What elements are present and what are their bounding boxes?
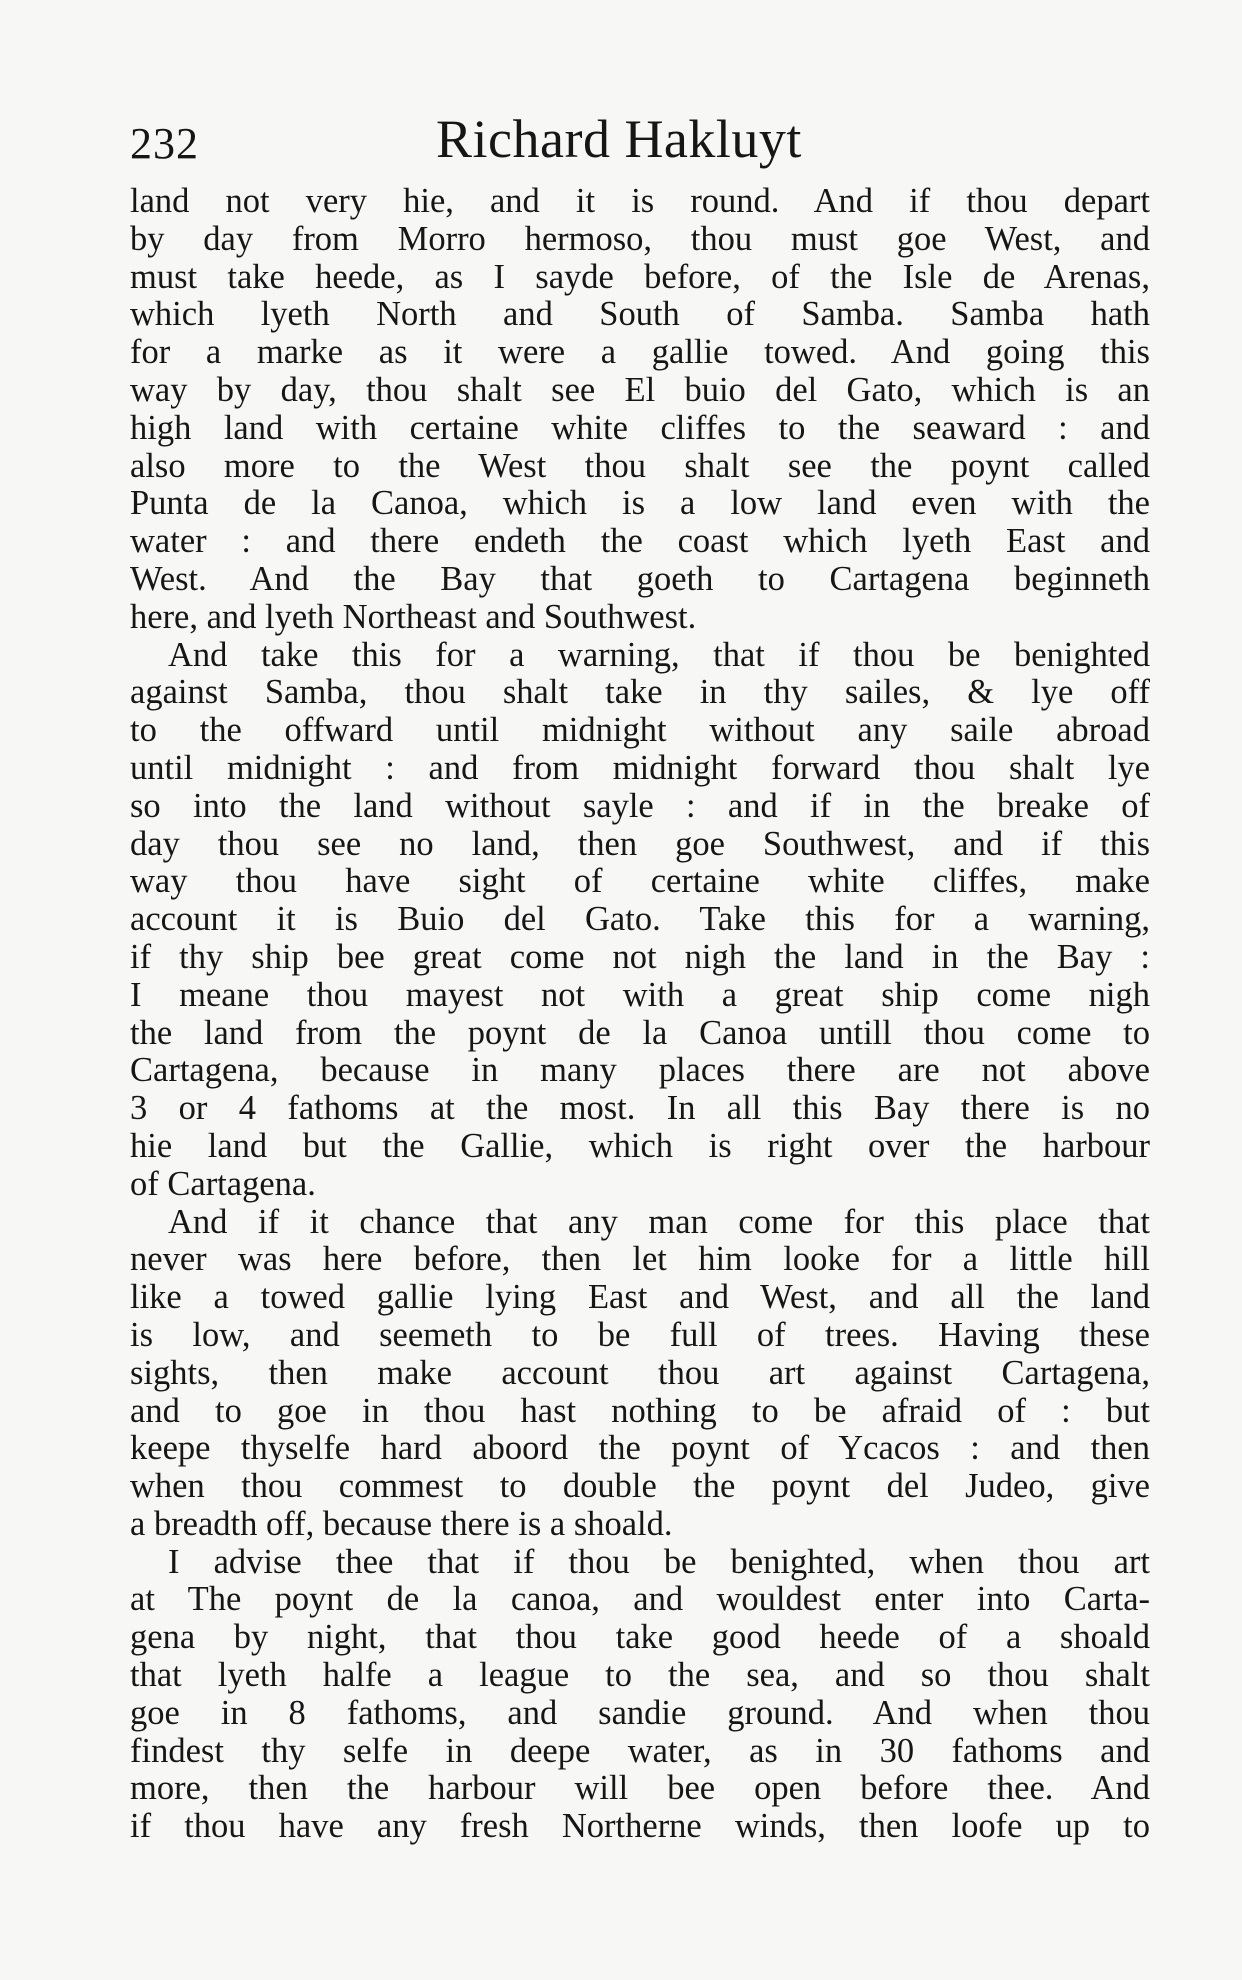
text-line: 3 or 4 fathoms at the most. In all this Bay there is no	[130, 1089, 1150, 1128]
text-line: findest thy selfe in deepe water, as in 30 fathoms and	[130, 1731, 1150, 1770]
text-line: if thy ship bee great come not nigh the land in the Bay :	[130, 937, 1150, 976]
text-line: is low, and seemeth to be full of trees. Having these	[130, 1315, 1150, 1354]
body-text	[130, 183, 1150, 1846]
text-line: account it is Buio del Gato. Take this for a warning,	[130, 900, 1150, 939]
text-line: must take heede, as I sayde before, of the Isle de Arenas,	[130, 257, 1150, 296]
text-line: goe in 8 fathoms, and sandie ground. And when thou	[130, 1693, 1150, 1732]
text-line: keepe thyselfe hard aboord the poynt of Ycacos : and then	[130, 1429, 1150, 1468]
text-line: never was here before, then let him looke for a little hill	[130, 1240, 1150, 1279]
text-line: way by day, thou shalt see El buio del Gato, which is an	[130, 370, 1150, 409]
text-line: water : and there endeth the coast which lyeth East and	[130, 522, 1150, 561]
text-line: also more to the West thou shalt see the poynt called	[130, 446, 1150, 485]
text-line: gena by night, that thou take good heede of a shoald	[130, 1618, 1150, 1657]
text-line: against Samba, thou shalt take in thy sailes, & lye off	[130, 673, 1150, 712]
text-line: a breadth off, because there is a shoald.	[130, 1504, 673, 1543]
text-line: high land with certaine white cliffes to the seaward : and	[130, 408, 1150, 447]
text-line: I meane thou mayest not with a great ship come nigh	[130, 975, 1150, 1014]
text-line: way thou have sight of certaine white cliffes, make	[130, 862, 1150, 901]
running-head: Richard Hakluyt	[436, 109, 802, 169]
text-line: and to goe in thou hast nothing to be afraid of : but	[130, 1391, 1150, 1430]
text-line: that lyeth halfe a league to the sea, and so thou shalt	[130, 1656, 1150, 1695]
text-line: the land from the poynt de la Canoa untill thou come to	[130, 1013, 1150, 1052]
text-line: And if it chance that any man come for this place that	[168, 1202, 1150, 1241]
text-line: for a marke as it were a gallie towed. And going this	[130, 333, 1150, 372]
text-line: sights, then make account thou art against Cartagena,	[130, 1353, 1150, 1392]
text-line: if thou have any fresh Northerne winds, then loofe up to	[130, 1807, 1150, 1846]
text-line: here, and lyeth Northeast and Southwest.	[130, 597, 697, 636]
text-line: which lyeth North and South of Samba. Samba hath	[130, 295, 1150, 334]
text-line: And take this for a warning, that if thou be benighted	[168, 635, 1150, 674]
text-line: day thou see no land, then goe Southwest, and if this	[130, 824, 1150, 863]
text-line: until midnight : and from midnight forward thou shalt lye	[130, 748, 1150, 787]
text-line: Punta de la Canoa, which is a low land even with the	[130, 484, 1150, 523]
text-line: when thou commest to double the poynt del Judeo, give	[130, 1467, 1150, 1506]
text-line: at The poynt de la canoa, and wouldest enter into Carta-	[130, 1580, 1150, 1619]
text-line: more, then the harbour will bee open before thee. And	[130, 1769, 1150, 1808]
text-line: like a towed gallie lying East and West, and all the land	[130, 1278, 1150, 1317]
text-line: to the offward until midnight without any saile abroad	[130, 711, 1150, 750]
text-line: hie land but the Gallie, which is right over the harbour	[130, 1126, 1150, 1165]
text-line: I advise thee that if thou be benighted, when thou art	[168, 1542, 1150, 1581]
text-line: Cartagena, because in many places there are not above	[130, 1051, 1150, 1090]
text-line: land not very hie, and it is round. And if thou depart	[130, 182, 1150, 220]
text-line: by day from Morro hermoso, thou must goe West, and	[130, 219, 1150, 258]
text-line: so into the land without sayle : and if in the breake of	[130, 786, 1150, 825]
page-header	[130, 108, 1150, 178]
text-line: of Cartagena.	[130, 1164, 316, 1203]
page-number: 232	[130, 119, 199, 168]
text-line: West. And the Bay that goeth to Cartagena beginneth	[130, 559, 1150, 598]
